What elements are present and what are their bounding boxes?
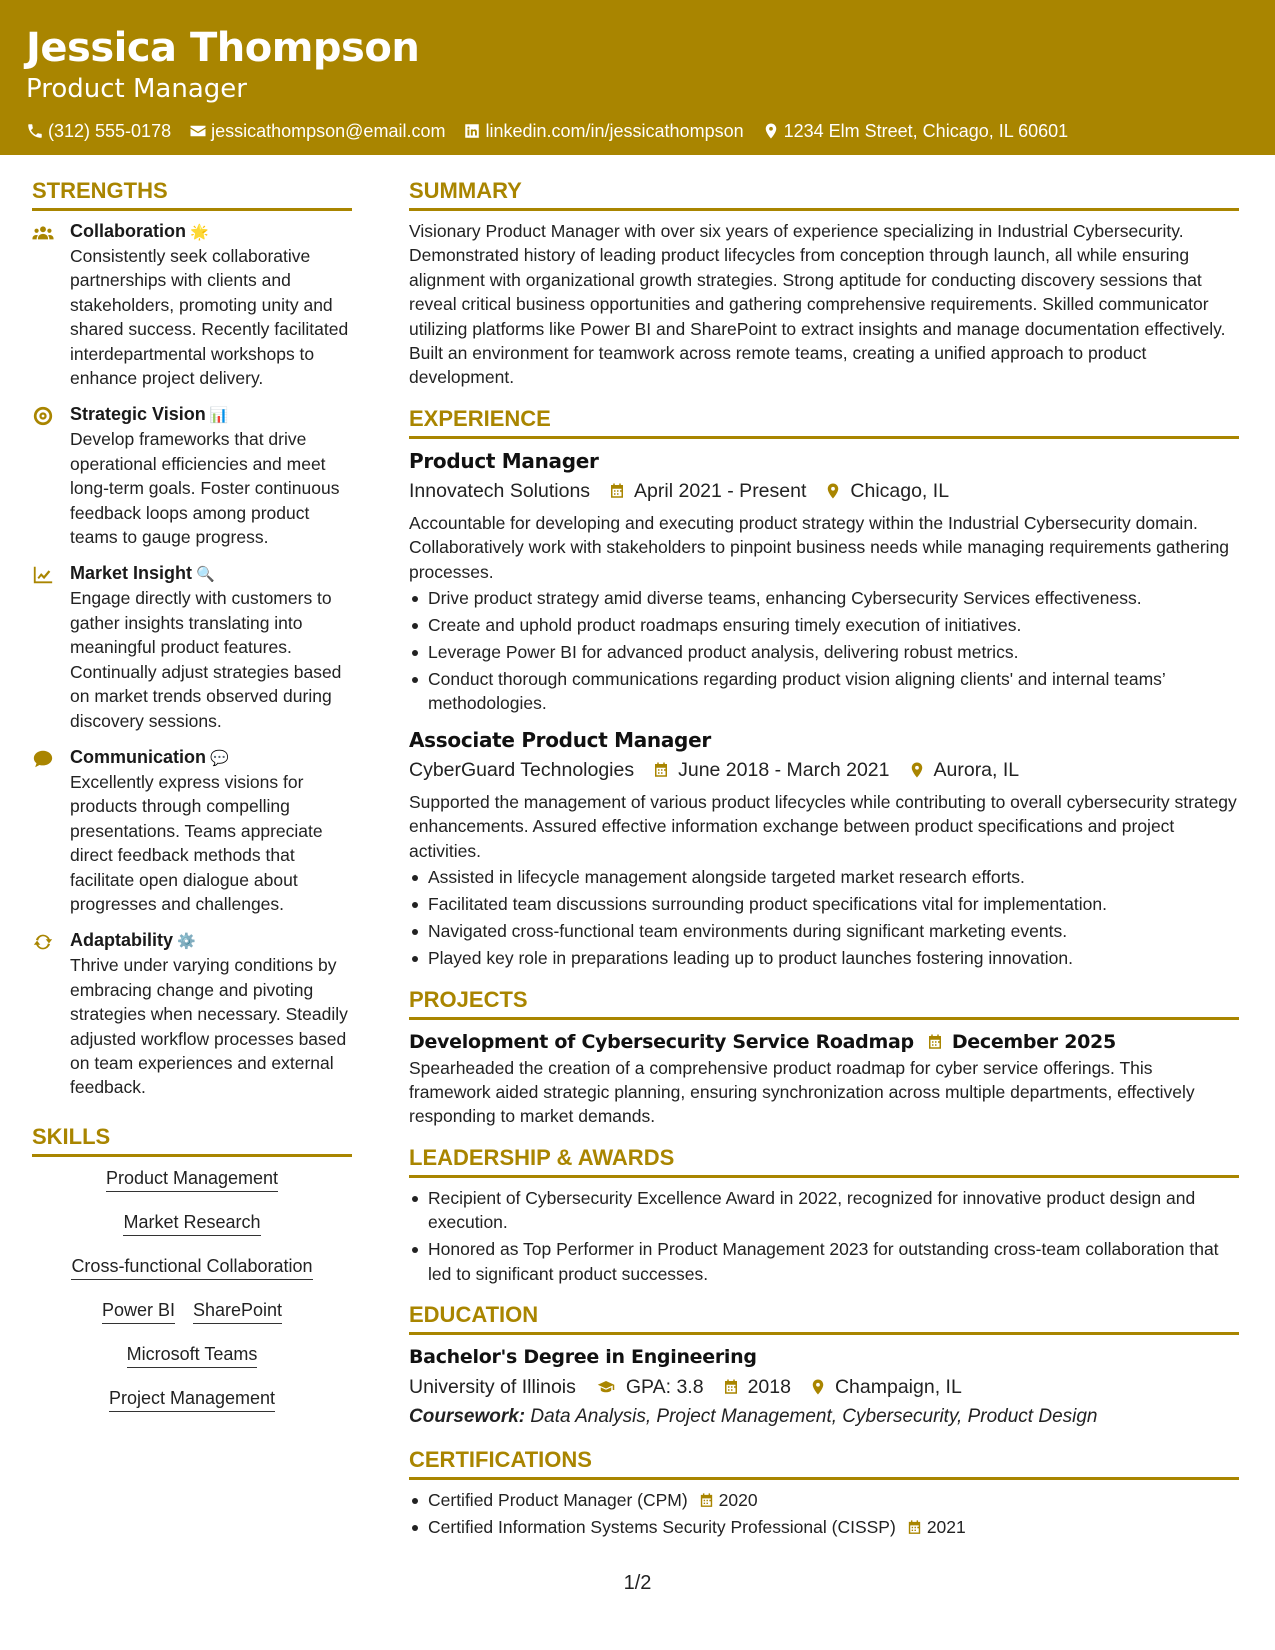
job-bullets <box>409 865 1239 970</box>
cert-year: 2020 <box>718 1489 758 1510</box>
gear-icon: ⚙️ <box>177 932 196 951</box>
cert-year: 2021 <box>926 1516 966 1537</box>
strength-description: Thrive under varying conditions by embracing change and pivoting strategies when necessary. Steadily adjusted workflow processes based on team experiences and external feedback. <box>70 955 348 1098</box>
project-header <box>409 1028 1239 1056</box>
project-description: Spearheaded the creation of a comprehensive product roadmap for cyber service offerings. This framework aided strategic planning, ensuring synchronization across multiple departments, effectively responding to market demands. <box>409 1057 1195 1127</box>
speech-balloon-icon: 💬 <box>210 748 229 767</box>
strength-description: Consistently seek collaborative partnerships with clients and stakeholders, promoting unity and shared success. Recently facilitated interdepartmental workshops to enhance project delivery. <box>70 246 349 389</box>
calendar-icon <box>926 1033 944 1051</box>
contact-linkedin[interactable] <box>463 120 743 142</box>
experience-entry <box>409 726 1239 971</box>
list-item: Played key role in preparations leading up to product launches fostering innovation. <box>409 946 1239 970</box>
contact-address <box>762 120 1069 142</box>
skill-tag: Market Research <box>123 1211 260 1236</box>
list-item: Drive product strategy amid diverse teams, enhancing Cybersecurity Services effectiveness. <box>409 586 1239 610</box>
strength-item <box>32 561 352 732</box>
job-title: Product Manager <box>409 448 599 473</box>
map-pin-icon <box>908 761 926 779</box>
skill-tag: Product Management <box>106 1167 278 1192</box>
strengths-heading: STRENGTHS <box>32 176 352 211</box>
list-item: Leverage Power BI for advanced product analysis, delivering robust metrics. <box>409 640 1239 664</box>
email-text: jessicathompson@email.com <box>211 121 446 141</box>
linkedin-text: linkedin.com/in/jessicathompson <box>485 121 744 141</box>
summary-text: Visionary Product Manager with over six years of experience specializing in Industrial Cybersecurity. Demonstrated history of leading product lifecycles from conception through launch, all while ensuring alignment with organizational growth strategies. Strong aptitude for conducting discovery sessions that reveal critical business opportunities and gathering comprehensive requirements. Skilled communicator utilizing platforms like Power BI and SharePoint to extract insights and manage documentation effectively. Built an environment for teamwork across remote teams, creating a unified approach to product development. <box>409 221 1226 388</box>
list-item: Conduct thorough communications regarding product vision aligning clients' and internal teams’ methodologies. <box>409 667 1239 716</box>
strength-title: Collaboration <box>70 221 186 241</box>
strength-title: Market Insight <box>70 563 193 584</box>
bar-chart-icon: 📊 <box>209 406 229 425</box>
right-column <box>409 176 1239 1542</box>
candidate-name: Jessica Thompson <box>26 25 420 71</box>
star-icon: 🌟 <box>190 223 209 241</box>
target-icon <box>32 405 54 427</box>
map-pin-icon <box>762 122 780 140</box>
strength-title: Adaptability <box>70 930 174 951</box>
certifications-list <box>409 1488 1239 1539</box>
list-item <box>409 1515 1239 1539</box>
envelope-icon <box>189 122 207 140</box>
strength-title: Communication <box>70 746 207 767</box>
calendar-icon <box>906 1519 923 1536</box>
strength-description: Develop frameworks that drive operational efficiencies and meet long-term goals. Foster continuous feedback loops among product teams to gauge progress. <box>70 429 340 548</box>
list-item <box>409 1488 1239 1512</box>
strength-description: Excellently express visions for products through compelling presentations. Teams appreciate direct feedback methods that facilitate open dialogue about progresses and challenges. <box>70 771 323 914</box>
school-name: University of Illinois <box>409 1375 576 1398</box>
education-heading: EDUCATION <box>409 1300 1239 1335</box>
job-location: Aurora, IL <box>933 758 1020 781</box>
project-date: December 2025 <box>951 1030 1116 1053</box>
company-name: CyberGuard Technologies <box>409 758 635 781</box>
job-description: Supported the management of various product lifecycles while contributing to overall cybersecurity strategy enhancements. Assured effective information exchange between product specifications and project activities. <box>409 791 1237 861</box>
contact-email[interactable] <box>189 120 445 142</box>
skill-tag: Cross-functional Collaboration <box>71 1255 312 1280</box>
linkedin-icon <box>463 122 481 140</box>
skill-tag: Power BI <box>102 1299 175 1324</box>
skill-tag: SharePoint <box>193 1299 282 1324</box>
strength-title: Strategic Vision <box>70 404 206 425</box>
coursework-label: Coursework: <box>409 1405 526 1427</box>
skills-list <box>32 1167 352 1412</box>
job-bullets <box>409 586 1239 716</box>
skill-tag: Project Management <box>109 1387 275 1412</box>
list-item: Recipient of Cybersecurity Excellence Award in 2022, recognized for innovative product design and execution. <box>409 1186 1239 1235</box>
phone-text: (312) 555-0178 <box>48 121 172 141</box>
page-number: 1/2 <box>623 1572 652 1594</box>
gpa: GPA: 3.8 <box>625 1375 704 1398</box>
degree-title: Bachelor's Degree in Engineering <box>409 1345 757 1368</box>
list-item: Honored as Top Performer in Product Management 2023 for outstanding cross-team collaboration that led to significant product successes. <box>409 1237 1239 1286</box>
contact-phone[interactable] <box>26 120 171 142</box>
list-item: Create and uphold product roadmaps ensuring timely execution of initiatives. <box>409 613 1239 637</box>
strength-description: Engage directly with customers to gather insights translating into meaningful product features. Continually adjust strategies based on market trends observed during discovery sessions. <box>70 588 342 731</box>
list-item: Navigated cross-functional team environments during significant marketing events. <box>409 919 1239 943</box>
cert-name: Certified Product Manager (CPM) <box>428 1489 688 1510</box>
graduation-cap-icon <box>594 1378 618 1396</box>
certifications-heading: CERTIFICATIONS <box>409 1445 1239 1480</box>
calendar-icon <box>608 482 626 500</box>
chart-line-icon <box>32 564 54 586</box>
job-dates: June 2018 - March 2021 <box>678 758 890 781</box>
strength-item <box>32 745 352 916</box>
job-title: Associate Product Manager <box>409 727 711 752</box>
job-dates: April 2021 - Present <box>634 479 807 502</box>
calendar-icon <box>652 761 670 779</box>
sync-icon <box>32 931 54 953</box>
strength-item <box>32 402 352 549</box>
graduation-year: 2018 <box>747 1375 791 1398</box>
strength-item <box>32 219 352 390</box>
map-pin-icon <box>824 482 842 500</box>
calendar-icon <box>698 1492 715 1509</box>
map-pin-icon <box>809 1378 827 1396</box>
list-item: Assisted in lifecycle management alongside targeted market research efforts. <box>409 865 1239 889</box>
project-title: Development of Cybersecurity Service Roadmap <box>409 1030 914 1053</box>
projects-heading: PROJECTS <box>409 985 1239 1020</box>
strength-item <box>32 928 352 1099</box>
cert-name: Certified Information Systems Security Professional (CISSP) <box>428 1516 896 1537</box>
resume-header <box>0 0 1275 155</box>
phone-icon <box>26 122 44 140</box>
experience-entry <box>409 447 1239 716</box>
magnifier-icon: 🔍 <box>196 565 215 584</box>
contact-bar <box>26 120 1249 142</box>
candidate-title: Product Manager <box>26 74 247 104</box>
school-location: Champaign, IL <box>834 1375 962 1398</box>
job-location: Chicago, IL <box>850 479 950 502</box>
job-description: Accountable for developing and executing product strategy within the Industrial Cybersecurity domain. Collaboratively work with stakeholders to pinpoint business needs while managing requirements gathering processes. <box>409 512 1230 582</box>
skills-heading: SKILLS <box>32 1122 352 1157</box>
leadership-heading: LEADERSHIP & AWARDS <box>409 1143 1239 1178</box>
skill-tag: Microsoft Teams <box>127 1343 258 1368</box>
list-item: Facilitated team discussions surrounding product specifications vital for implementation. <box>409 892 1239 916</box>
chat-bubble-icon <box>32 748 54 770</box>
calendar-icon <box>722 1378 740 1396</box>
summary-heading: SUMMARY <box>409 176 1239 211</box>
experience-heading: EXPERIENCE <box>409 404 1239 439</box>
left-column <box>32 176 352 1431</box>
coursework <box>409 1403 1239 1431</box>
leadership-list <box>409 1186 1239 1286</box>
company-name: Innovatech Solutions <box>409 479 591 502</box>
address-text: 1234 Elm Street, Chicago, IL 60601 <box>783 121 1069 141</box>
coursework-list: Data Analysis, Project Management, Cybersecurity, Product Design <box>530 1405 1098 1427</box>
users-icon <box>32 222 54 244</box>
